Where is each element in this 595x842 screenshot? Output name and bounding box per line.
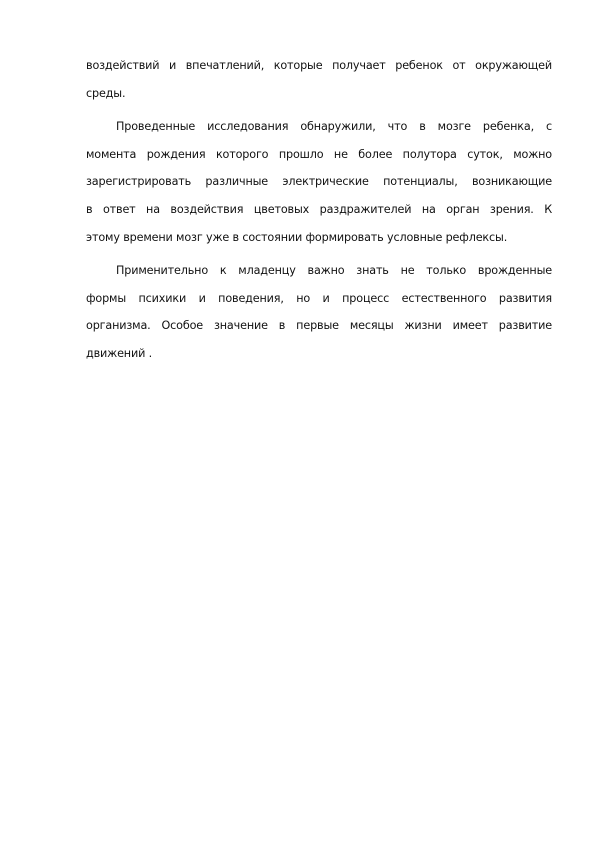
text-line: зарегистрировать различные электрические потенциалы, возникающие xyxy=(86,175,552,189)
body-text xyxy=(86,52,552,368)
paragraph-1 xyxy=(86,52,552,107)
paragraph-2 xyxy=(86,113,552,251)
text-line: в ответ на воздействия цветовых раздражителей на орган зрения. К xyxy=(86,202,552,216)
paragraph-3 xyxy=(86,257,552,367)
text-line: момента рождения которого прошло не более полутора суток, можно xyxy=(86,147,552,161)
text-line: Применительно к младенцу важно знать не только врожденные xyxy=(116,264,552,278)
text-line: Проведенные исследования обнаружили, что в мозге ребенка, с xyxy=(116,120,552,134)
text-line: воздействий и впечатлений, которые получает ребенок от окружающей xyxy=(86,59,552,72)
text-line: организма. Особое значение в первые месяцы жизни имеет развитие xyxy=(86,319,552,333)
text-line: этому времени мозг уже в состоянии формировать условные рефлексы. xyxy=(86,230,508,244)
text-line: движений . xyxy=(86,346,153,360)
text-line: формы психики и поведения, но и процесс естественного развития xyxy=(86,291,552,305)
text-line: среды. xyxy=(86,86,126,100)
